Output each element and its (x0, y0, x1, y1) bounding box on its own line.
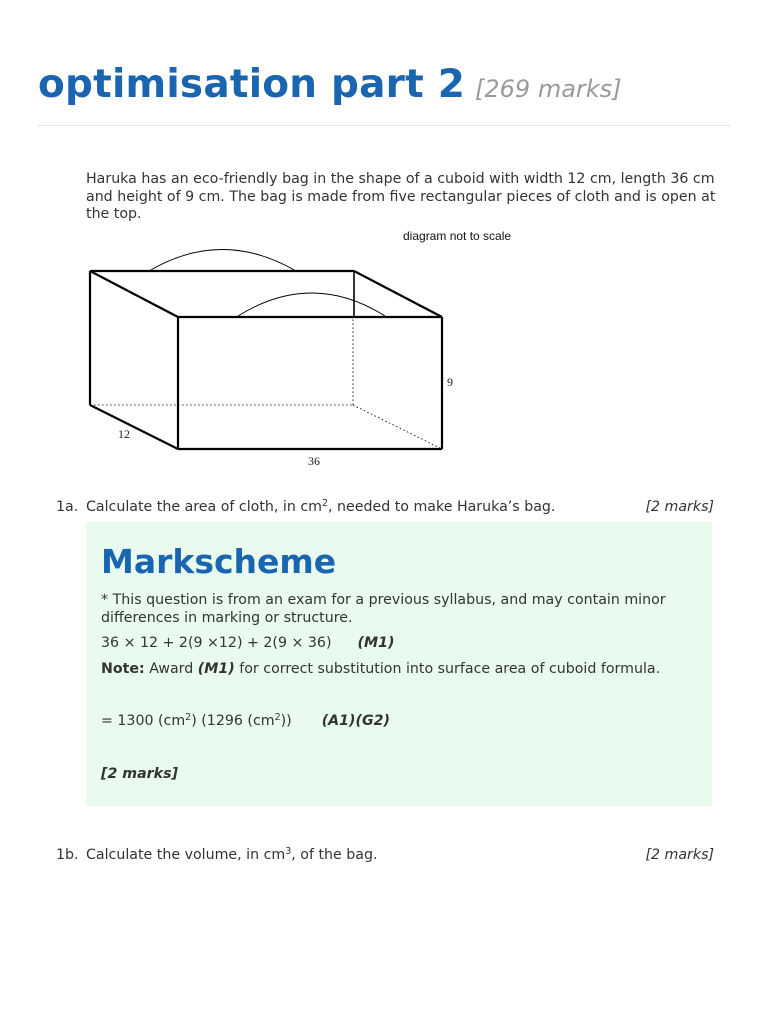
question-number: 1a. (56, 499, 79, 515)
answer-mark: (A1)(G2) (321, 713, 391, 729)
markscheme-title: Markscheme (101, 542, 337, 581)
page-title-row (38, 62, 622, 107)
question-text: Calculate the area of cloth, in $cm^2$, needed to make Haruka’s bag. (86, 498, 556, 515)
front-handle (238, 293, 385, 316)
markscheme-box (86, 522, 712, 806)
total-marks: [269 marks] (475, 75, 622, 103)
working-mark: (M1) (357, 635, 395, 651)
question-text: Calculate the volume, in $cm^3$, of the bag. (86, 846, 378, 863)
markscheme-disclaimer: * This question is from an exam for a previous syllabus, and may contain minor differences in marking or structure. (101, 592, 666, 626)
markscheme-answer: = 1300 $(cm^2)$ (1296 $(cm^2)$) (A1)(G2) (101, 712, 391, 729)
width-label: 12 (118, 427, 130, 441)
page-title: optimisation part 2 (38, 62, 466, 107)
markscheme-note: Note: Award (M1) for correct substitution into surface area of cuboid formula. (101, 661, 661, 677)
question-number: 1b. (56, 847, 79, 863)
question-marks: [2 marks] (645, 499, 714, 515)
question-marks: [2 marks] (645, 847, 714, 863)
height-label: 9 (447, 375, 453, 389)
length-label: 36 (308, 454, 320, 468)
markscheme-working: 36 × 12 + 2(9 ×12) + 2(9 × 36) (M1) (101, 635, 395, 651)
visible-edges (90, 271, 442, 449)
question-intro: Haruka has an eco-friendly bag in the shape of a cuboid with width 12 cm, length 36 cm and height of 9 cm. The bag is made from five rectangular pieces of cloth and is open at the top. (86, 171, 716, 222)
back-handle (149, 250, 296, 272)
hidden-edges (90, 317, 442, 449)
markscheme-total: [2 marks] (101, 766, 179, 782)
cuboid-diagram (80, 238, 480, 473)
diagram-note: diagram not to scale (403, 229, 512, 243)
title-divider (38, 125, 730, 126)
